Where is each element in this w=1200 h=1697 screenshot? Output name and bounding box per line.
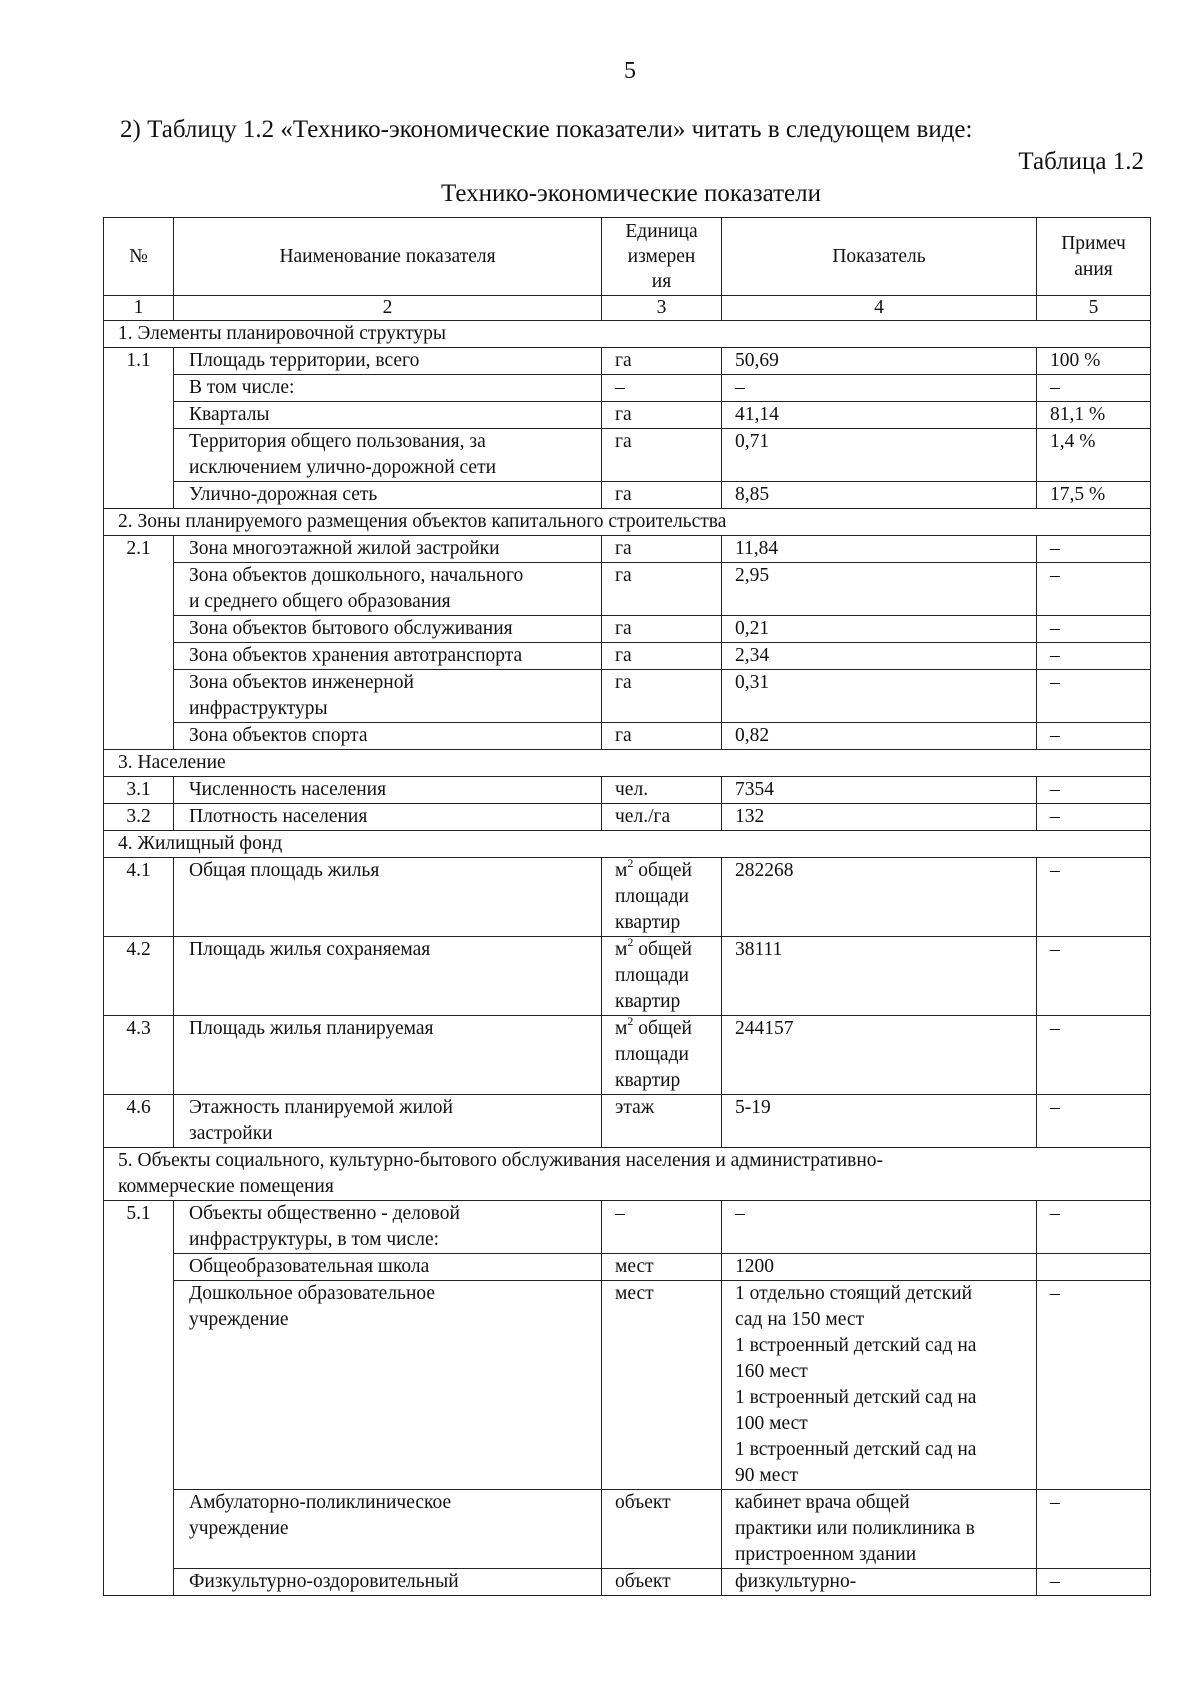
row-number: 4.3 bbox=[104, 1016, 174, 1095]
indicator-name: Площадь территории, всего bbox=[174, 348, 602, 375]
unit-cell: га bbox=[602, 429, 722, 482]
table-row bbox=[104, 723, 1151, 750]
indicator-value: 282268 bbox=[722, 858, 1037, 937]
note-cell: – bbox=[1037, 563, 1151, 616]
unit-cell: га bbox=[602, 402, 722, 429]
unit-cell: га bbox=[602, 482, 722, 509]
note-cell: – bbox=[1037, 858, 1151, 937]
unit-cell: этаж bbox=[602, 1095, 722, 1148]
table-row bbox=[104, 1281, 1151, 1490]
indicator-name: Зона объектов хранения автотранспорта bbox=[174, 643, 602, 670]
unit-cell: га bbox=[602, 670, 722, 723]
indicator-value: 50,69 bbox=[722, 348, 1037, 375]
indicators-table bbox=[103, 217, 1151, 1596]
note-cell: 81,1 % bbox=[1037, 402, 1151, 429]
indicator-name: Общая площадь жилья bbox=[174, 858, 602, 937]
table-row bbox=[104, 858, 1151, 937]
note-cell bbox=[1037, 1254, 1151, 1281]
indicator-name: Физкультурно-оздоровительный bbox=[174, 1569, 602, 1596]
row-number: 2.1 bbox=[104, 536, 174, 750]
indicator-name: Зона объектов инженерной инфраструктуры bbox=[174, 670, 602, 723]
indicator-value: 2,34 bbox=[722, 643, 1037, 670]
indicator-value: 132 bbox=[722, 804, 1037, 831]
indicator-value: 7354 bbox=[722, 777, 1037, 804]
table-row bbox=[104, 1254, 1151, 1281]
unit-exponent: 2 bbox=[627, 1014, 634, 1028]
header-value: Показатель bbox=[722, 218, 1037, 296]
indicator-name: Объекты общественно - деловой инфраструктуры, в том числе: bbox=[174, 1201, 602, 1254]
indicator-name: В том числе: bbox=[174, 375, 602, 402]
indicator-value: – bbox=[722, 1201, 1037, 1254]
row-number: 4.1 bbox=[104, 858, 174, 937]
column-number: 5 bbox=[1037, 296, 1151, 321]
table-row bbox=[104, 643, 1151, 670]
indicator-name: Зона объектов спорта bbox=[174, 723, 602, 750]
column-number: 2 bbox=[174, 296, 602, 321]
section-row bbox=[104, 750, 1151, 777]
unit-cell: мест bbox=[602, 1254, 722, 1281]
indicator-value: 0,21 bbox=[722, 616, 1037, 643]
indicator-name: Площадь жилья сохраняемая bbox=[174, 937, 602, 1016]
note-cell: – bbox=[1037, 670, 1151, 723]
indicator-value: 11,84 bbox=[722, 536, 1037, 563]
unit-base: м bbox=[615, 1018, 628, 1039]
section-title: 5. Объекты социального, культурно-бытового обслуживания населения и административно- коммерческие помещения bbox=[104, 1148, 1151, 1201]
unit-cell: мест bbox=[602, 1281, 722, 1490]
unit-cell bbox=[602, 858, 722, 937]
row-number: 1.1 bbox=[104, 348, 174, 509]
note-cell: – bbox=[1037, 616, 1151, 643]
indicator-name: Общеобразовательная школа bbox=[174, 1254, 602, 1281]
unit-cell bbox=[602, 937, 722, 1016]
table-row bbox=[104, 429, 1151, 482]
table-row bbox=[104, 670, 1151, 723]
table-row bbox=[104, 1095, 1151, 1148]
header-num: № bbox=[104, 218, 174, 296]
table-row bbox=[104, 563, 1151, 616]
table-row bbox=[104, 777, 1151, 804]
indicator-name: Зона многоэтажной жилой застройки bbox=[174, 536, 602, 563]
unit-cell: объект bbox=[602, 1490, 722, 1569]
unit-rest: общей площади квартир bbox=[615, 860, 692, 933]
indicator-value: физкультурно- bbox=[722, 1569, 1037, 1596]
unit-cell: чел./га bbox=[602, 804, 722, 831]
indicator-value: 0,82 bbox=[722, 723, 1037, 750]
table-row bbox=[104, 1201, 1151, 1254]
indicator-value: 0,31 bbox=[722, 670, 1037, 723]
section-row bbox=[104, 509, 1151, 536]
indicator-value: кабинет врача общей практики или поликлиника в пристроенном здании bbox=[722, 1490, 1037, 1569]
unit-cell: га bbox=[602, 563, 722, 616]
note-cell: 1,4 % bbox=[1037, 429, 1151, 482]
note-cell: – bbox=[1037, 1016, 1151, 1095]
column-number: 1 bbox=[104, 296, 174, 321]
unit-base: м bbox=[615, 939, 628, 960]
unit-cell: га bbox=[602, 616, 722, 643]
section-row bbox=[104, 831, 1151, 858]
note-cell: – bbox=[1037, 1281, 1151, 1490]
table-row bbox=[104, 1569, 1151, 1596]
unit-rest: общей площади квартир bbox=[615, 1018, 692, 1091]
indicator-value: – bbox=[722, 375, 1037, 402]
note-cell: – bbox=[1037, 1569, 1151, 1596]
indicator-value: 1200 bbox=[722, 1254, 1037, 1281]
unit-base: м bbox=[615, 860, 628, 881]
column-number: 4 bbox=[722, 296, 1037, 321]
section-title: 2. Зоны планируемого размещения объектов капитального строительства bbox=[104, 509, 1151, 536]
unit-cell: объект bbox=[602, 1569, 722, 1596]
note-cell: – bbox=[1037, 723, 1151, 750]
indicator-name: Амбулаторно-поликлиническое учреждение bbox=[174, 1490, 602, 1569]
header-unit: Единица измерен ия bbox=[602, 218, 722, 296]
column-number-row bbox=[104, 296, 1151, 321]
table-row bbox=[104, 348, 1151, 375]
note-cell: – bbox=[1037, 804, 1151, 831]
unit-rest: общей площади квартир bbox=[615, 939, 692, 1012]
table-row bbox=[104, 482, 1151, 509]
indicators-table-body bbox=[104, 218, 1151, 1596]
page-number: 5 bbox=[624, 58, 636, 84]
indicator-value: 41,14 bbox=[722, 402, 1037, 429]
unit-cell: чел. bbox=[602, 777, 722, 804]
indicator-value: 0,71 bbox=[722, 429, 1037, 482]
header-row bbox=[104, 218, 1151, 296]
row-number: 4.6 bbox=[104, 1095, 174, 1148]
indicator-name: Зона объектов бытового обслуживания bbox=[174, 616, 602, 643]
section-title: 4. Жилищный фонд bbox=[104, 831, 1151, 858]
table-row bbox=[104, 1016, 1151, 1095]
table-label: Таблица 1.2 bbox=[1018, 148, 1144, 175]
unit-cell: – bbox=[602, 375, 722, 402]
indicator-value: 1 отдельно стоящий детский сад на 150 мест 1 встроенный детский сад на 160 мест 1 встроенный детский сад на 100 мест 1 встроенный детский сад на 90 мест bbox=[722, 1281, 1037, 1490]
table-row bbox=[104, 402, 1151, 429]
table-row bbox=[104, 1490, 1151, 1569]
row-number: 3.2 bbox=[104, 804, 174, 831]
row-number: 5.1 bbox=[104, 1201, 174, 1596]
intro-text: 2) Таблицу 1.2 «Технико-экономические показатели» читать в следующем виде: bbox=[120, 116, 973, 143]
header-name: Наименование показателя bbox=[174, 218, 602, 296]
note-cell: – bbox=[1037, 375, 1151, 402]
unit-exponent: 2 bbox=[627, 856, 634, 870]
unit-cell: – bbox=[602, 1201, 722, 1254]
note-cell: – bbox=[1037, 536, 1151, 563]
unit-cell: га bbox=[602, 643, 722, 670]
table-row bbox=[104, 616, 1151, 643]
unit-cell bbox=[602, 1016, 722, 1095]
note-cell: 17,5 % bbox=[1037, 482, 1151, 509]
table-row bbox=[104, 536, 1151, 563]
note-cell: 100 % bbox=[1037, 348, 1151, 375]
section-row bbox=[104, 321, 1151, 348]
indicator-value: 2,95 bbox=[722, 563, 1037, 616]
table-row bbox=[104, 937, 1151, 1016]
indicator-name: Территория общего пользования, за исключением улично-дорожной сети bbox=[174, 429, 602, 482]
indicator-value: 8,85 bbox=[722, 482, 1037, 509]
indicator-name: Этажность планируемой жилой застройки bbox=[174, 1095, 602, 1148]
table-row bbox=[104, 804, 1151, 831]
indicator-name: Кварталы bbox=[174, 402, 602, 429]
indicator-value: 38111 bbox=[722, 937, 1037, 1016]
unit-exponent: 2 bbox=[627, 935, 634, 949]
indicator-name: Плотность населения bbox=[174, 804, 602, 831]
note-cell: – bbox=[1037, 1095, 1151, 1148]
unit-cell: га bbox=[602, 723, 722, 750]
note-cell: – bbox=[1037, 1201, 1151, 1254]
indicator-name: Зона объектов дошкольного, начального и среднего общего образования bbox=[174, 563, 602, 616]
table-row bbox=[104, 375, 1151, 402]
note-cell: – bbox=[1037, 1490, 1151, 1569]
indicator-name: Площадь жилья планируемая bbox=[174, 1016, 602, 1095]
note-cell: – bbox=[1037, 643, 1151, 670]
indicator-value: 244157 bbox=[722, 1016, 1037, 1095]
note-cell: – bbox=[1037, 937, 1151, 1016]
indicator-name: Численность населения bbox=[174, 777, 602, 804]
header-note: Примеч ания bbox=[1037, 218, 1151, 296]
row-number: 3.1 bbox=[104, 777, 174, 804]
note-cell: – bbox=[1037, 777, 1151, 804]
column-number: 3 bbox=[602, 296, 722, 321]
row-number: 4.2 bbox=[104, 937, 174, 1016]
section-row bbox=[104, 1148, 1151, 1201]
indicator-name: Улично-дорожная сеть bbox=[174, 482, 602, 509]
indicator-name: Дошкольное образовательное учреждение bbox=[174, 1281, 602, 1490]
section-title: 1. Элементы планировочной структуры bbox=[104, 321, 1151, 348]
table-title: Технико-экономические показатели bbox=[441, 180, 821, 207]
unit-cell: га bbox=[602, 348, 722, 375]
indicator-value: 5-19 bbox=[722, 1095, 1037, 1148]
section-title: 3. Население bbox=[104, 750, 1151, 777]
unit-cell: га bbox=[602, 536, 722, 563]
